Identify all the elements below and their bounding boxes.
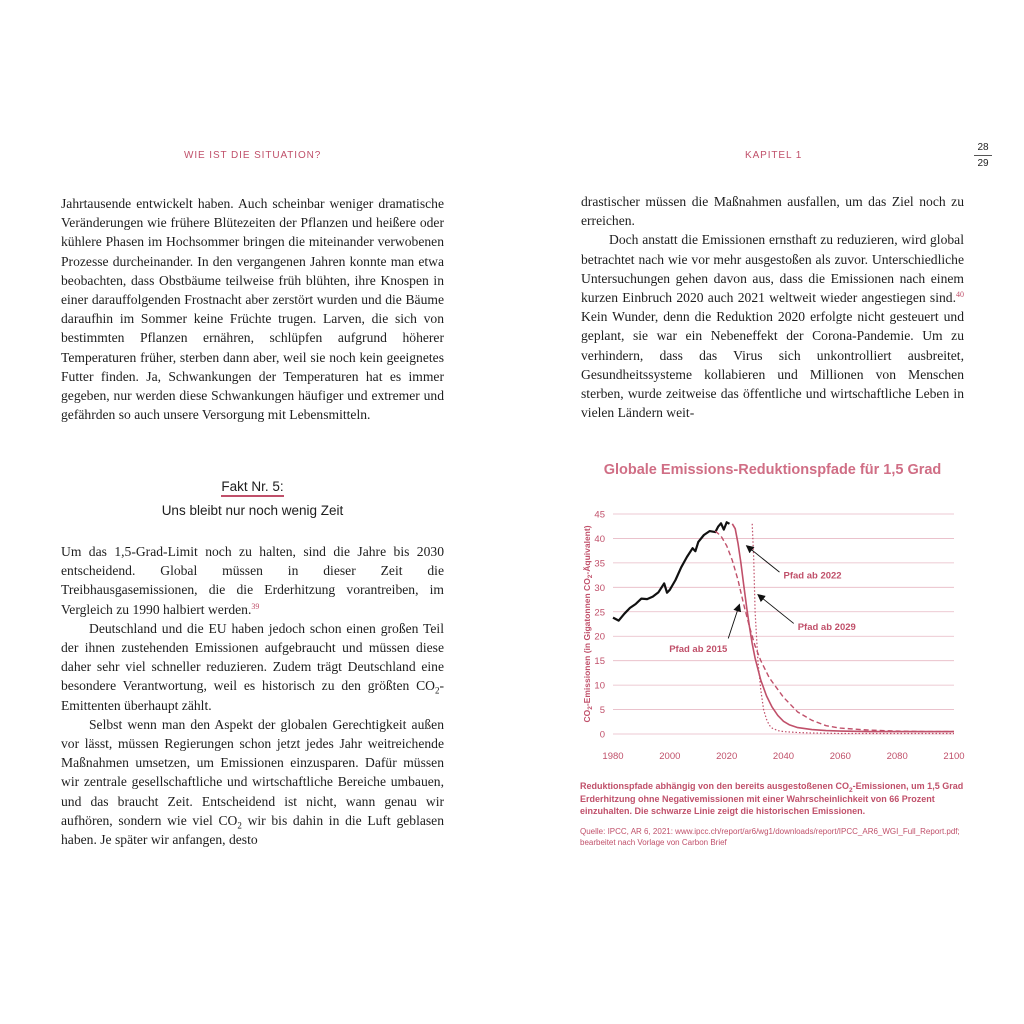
fact-title: Fakt Nr. 5: — [221, 479, 283, 497]
y-tick-label-35: 35 — [594, 558, 605, 570]
x-tick-label-2080: 2080 — [886, 751, 908, 762]
paragraph-text: Kein Wunder, denn die Reduktion 2020 erfolgte nicht gesteuert und geplant, sie war ein Nebeneffekt der Corona-Pandemie. Um zu verhindern, dass das Virus sich unkontrolliert ausbreitet, Gesundheitssysteme kollabieren und Millionen von Menschen sterben, wurde zeitweise das öffentliche und wirtschaftliche Leben in vielen Ländern weit- — [581, 309, 964, 421]
y-tick-label-45: 45 — [594, 509, 605, 521]
chart-annotations — [669, 546, 856, 655]
x-tick-label-1980: 1980 — [602, 751, 624, 762]
y-axis-label-subscript: 2 — [587, 706, 594, 710]
page-numbers — [970, 140, 996, 171]
emissions-chart — [572, 500, 967, 768]
paragraph-text: Um das 1,5-Grad-Limit noch zu halten, sind die Jahre bis 2030 entscheidend. Global müssen in dieser Zeit die Treibhausgasemissionen, die die Erderhitzung vorantreiben, im Vergleich zu 1990 halbiert werden. — [61, 544, 444, 617]
running-header-right: KAPITEL 1 — [745, 150, 803, 161]
chart-grid — [613, 514, 954, 734]
y-axis-label-subscript: 2 — [587, 574, 594, 579]
paragraph-text: Selbst wenn man den Aspekt der globalen Gerechtigkeit außen vor lässt, müssen Regierungen schon jetzt jedes Jahr weitreichende Maßnahmen umsetzen, um Emissionen einzusparen. Dafür müssen wir zentrale gesellschaftliche und wirtschaftliche Bereiche umbauen, und das braucht Zeit. Entscheidend ist nicht, wann genau wir aufhören, sondern wie viel CO — [61, 716, 444, 828]
paragraph — [581, 230, 964, 422]
chart-source: Quelle: IPCC, AR 6, 2021: www.ipcc.ch/report/ar6/wg1/downloads/report/IPCC_AR6_WGI_Full_Report.pdf; bearbeitet nach Vorlage von Carbon Brief — [580, 827, 960, 847]
subscript: 2 — [237, 820, 242, 831]
right-column-text — [581, 192, 964, 422]
paragraph-text: Doch anstatt die Emissionen ernsthaft zu reduzieren, wird global betrachtet nach wie vor mehr ausgestoßen als zuvor. Unterschiedliche Untersuchungen gehen davon aus, dass die Emissionen nach einem kurzen Einbruch 2020 auch 2021 weltweit wieder angestiegen sind. — [581, 232, 964, 306]
y-axis-label-part: CO — [582, 709, 592, 723]
x-tick-label-2020: 2020 — [716, 751, 738, 762]
x-tick-label-2040: 2040 — [772, 751, 795, 762]
paragraph-text: -Emittenten überhaupt zählt. — [61, 678, 444, 713]
caption-text: -Emissionen, um 1,5 Grad Erderhitzung ohne Negativemissionen mit einer Wahrscheinlichkeit von 66 Prozent einzuhalten. Die schwarze Linie zeigt die historischen Emissionen. — [580, 781, 964, 816]
y-tick-label-20: 20 — [594, 631, 605, 643]
y-tick-label-25: 25 — [594, 607, 605, 619]
subscript: 2 — [434, 686, 440, 697]
paragraph — [61, 715, 444, 849]
footnote-ref-39: 39 — [251, 601, 260, 611]
x-tick-label-2100: 2100 — [943, 751, 965, 762]
y-axis-label-part: -Emissionen (in Gigatonnen CO — [582, 578, 592, 707]
y-tick-label-0: 0 — [599, 729, 605, 741]
annotation-arrow-pfad-ab-2022 — [747, 546, 780, 572]
chart-caption — [580, 780, 965, 818]
left-column-bottom-text — [61, 542, 444, 849]
caption-text: Reduktionspfade abhängig von den bereits ausgestoßenen CO — [580, 781, 850, 791]
paragraph-text: wir bis dahin in die Luft geblasen haben. Je später wir anfangen, desto — [61, 812, 445, 848]
subscript: 2 — [849, 786, 853, 794]
paragraph — [61, 542, 444, 619]
annotation-arrow-pfad-ab-2015 — [728, 604, 739, 638]
y-tick-label-30: 30 — [594, 582, 605, 594]
page-number-left: 28 — [977, 142, 989, 153]
y-tick-label-15: 15 — [594, 656, 605, 668]
chart-ticks — [594, 510, 964, 763]
y-axis-label-part: -Äquivalent) — [582, 525, 592, 575]
running-header-left: WIE IST DIE SITUATION? — [184, 150, 322, 161]
series-line-historical — [613, 522, 730, 620]
annotation-label-pfad-ab-2029: Pfad ab 2029 — [797, 621, 856, 633]
x-tick-label-2000: 2000 — [659, 751, 681, 762]
chart-series — [613, 522, 954, 733]
annotation-arrow-pfad-ab-2029 — [758, 595, 794, 624]
page-number-right: 29 — [977, 158, 989, 169]
annotation-label-pfad-ab-2022: Pfad ab 2022 — [783, 570, 842, 582]
y-axis-label — [582, 525, 594, 722]
annotation-label-pfad-ab-2015: Pfad ab 2015 — [669, 643, 728, 655]
paragraph-text: Deutschland und die EU haben jedoch schon einen großen Teil der ihnen zustehenden Emissionen aufgebraucht und müssen diese daher sehr viel schneller reduzieren. Zudem trägt Deutschland eine besondere Verantwortung, weil es historisch zu den größten CO — [61, 620, 444, 694]
page-number-divider — [974, 155, 992, 156]
paragraph — [61, 619, 444, 715]
paragraph: drastischer müssen die Maßnahmen ausfallen, um das Ziel noch zu erreichen. — [581, 194, 964, 229]
left-column-top-text — [61, 194, 444, 424]
chart-title: Globale Emissions-Reduktionspfade für 1,5 Grad — [603, 462, 942, 478]
fact-subtitle: Uns bleibt nur noch wenig Zeit — [161, 503, 344, 518]
y-tick-label-10: 10 — [594, 680, 605, 692]
x-tick-label-2060: 2060 — [829, 751, 851, 762]
paragraph: Jahrtausende entwickelt haben. Auch scheinbar weniger dramatische Veränderungen wie frühere Blütezeiten der Pflanzen und heißere oder kühlere Phasen im Hochsommer bringen die miteinander verwobenen Prozesse durcheinander. In den vergangenen Jahren konnte man etwa beobachten, dass Obstbäume teilweise früh blühten, ihre Knospen in einer darauffolgenden Frostnacht aber zerstört wurden und die Bäume daraufhin im Sommer keine Früchte trugen. Larven, die sich von bestimmten Pflanzen ernähren, schlüpfen aufgrund höherer Temperaturen früher, sterben dann aber, weil sie noch kein geeignetes Futter finden. Ja, Schwankungen der Temperaturen hat es immer gegeben, nur werden diese Schwankungen häufiger und extremer und gefährden so auch unsere Versorgung mit Lebensmitteln. — [61, 196, 444, 423]
y-tick-label-40: 40 — [594, 533, 605, 545]
footnote-ref-40: 40 — [956, 290, 964, 300]
y-tick-label-5: 5 — [599, 705, 605, 717]
fact-heading — [61, 478, 444, 518]
